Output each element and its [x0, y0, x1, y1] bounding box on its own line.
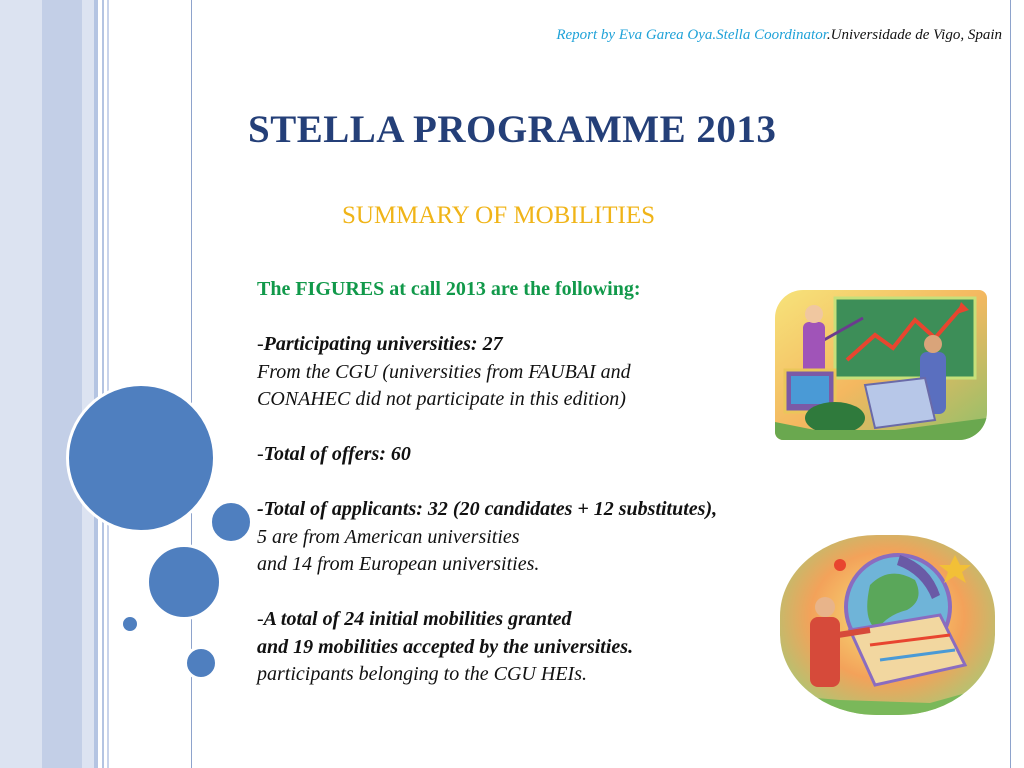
- decor-stripe: [82, 0, 94, 768]
- report-author: Report by Eva Garea Oya.Stella Coordinator: [556, 27, 827, 43]
- decor-stripe: [94, 0, 98, 768]
- report-author-line: [556, 27, 1002, 44]
- globe-and-map-illustration: [780, 535, 995, 715]
- decor-vertical-line: [1010, 0, 1011, 768]
- intro-line: The FIGURES at call 2013 are the following:: [257, 278, 641, 300]
- slide-title: STELLA PROGRAMME 2013: [248, 108, 777, 151]
- mobilities-label-2: and 19 mobilities accepted by the universities.: [257, 635, 634, 658]
- decor-circle-medium: [146, 544, 222, 620]
- decor-circle-small: [209, 500, 253, 544]
- bullet-dash: -: [257, 333, 264, 355]
- report-institution: .Universidade de Vigo, Spain: [826, 27, 1002, 43]
- mobilities-detail: participants belonging to the CGU HEIs.: [257, 663, 587, 685]
- decor-stripe: [107, 0, 109, 768]
- bullet-dash: -: [257, 443, 264, 465]
- applicants-detail-2: and 14 from European universities.: [257, 553, 540, 575]
- business-presentation-illustration: [775, 290, 987, 440]
- slide-subtitle: SUMMARY OF MOBILITIES: [342, 202, 656, 229]
- applicants-detail-1: 5 are from American universities: [257, 525, 520, 548]
- applicants-label: -Total of applicants: 32 (20 candidates + 12 substitutes),: [257, 498, 718, 520]
- decor-circle-tiny: [120, 614, 140, 634]
- participating-detail-2: CONAHEC did not participate in this edition): [257, 388, 626, 410]
- bullet-dash: -: [257, 608, 264, 630]
- offers-label: Total of offers: 60: [263, 443, 411, 465]
- decor-stripe: [0, 0, 42, 768]
- decor-circle-small: [184, 646, 218, 680]
- decor-circle-large: [66, 383, 216, 533]
- decor-stripe: [42, 0, 82, 768]
- participating-detail-1: From the CGU (universities from FAUBAI and: [257, 360, 631, 383]
- participating-label: Participating universities: 27: [263, 333, 503, 355]
- decor-stripe: [102, 0, 104, 768]
- mobilities-label-1: A total of 24 initial mobilities granted: [263, 608, 572, 630]
- offers-line: [257, 441, 957, 469]
